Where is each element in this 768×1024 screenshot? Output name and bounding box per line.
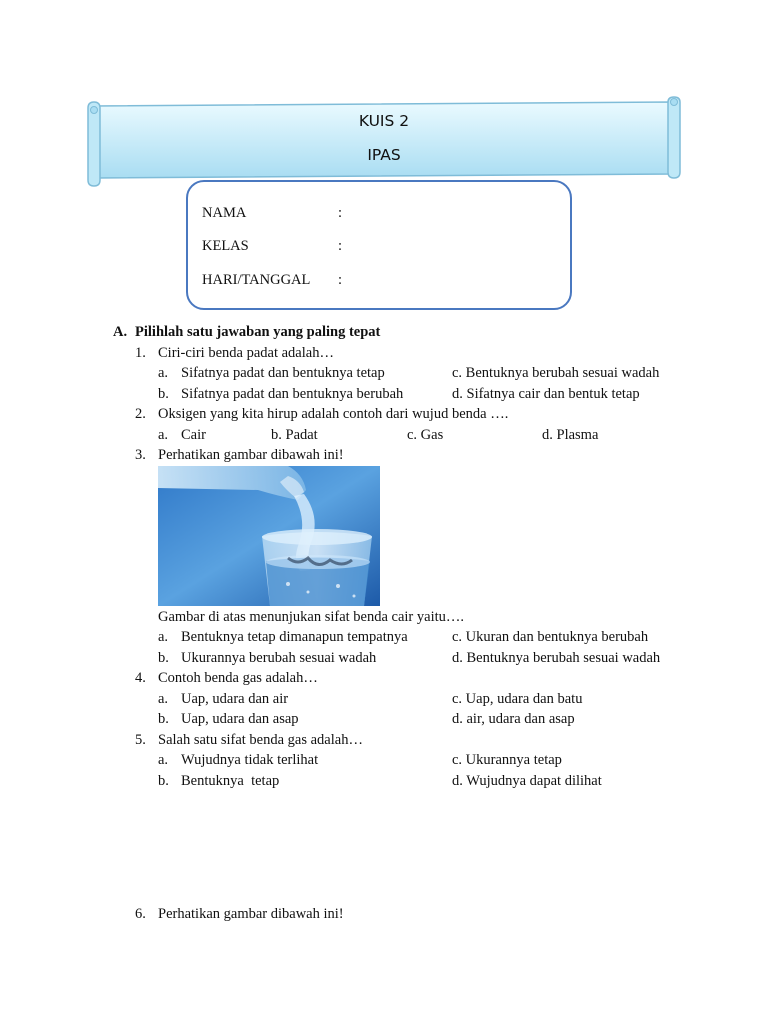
question-text: Perhatikan gambar dibawah ini!	[158, 447, 344, 463]
option-text: d. Wujudnya dapat dilihat	[452, 773, 602, 789]
option-letter: b.	[158, 650, 169, 666]
question-number: 5.	[135, 732, 146, 748]
quiz-title: KUIS 2	[358, 112, 410, 130]
question-text: Contoh benda gas adalah…	[158, 670, 318, 686]
date-label: HARI/TANGGAL	[202, 272, 311, 288]
option-text: b. Padat	[271, 427, 318, 443]
class-label: KELAS	[202, 238, 249, 254]
water-pouring-image	[158, 466, 380, 606]
option-text: Sifatnya padat dan bentuknya tetap	[181, 365, 385, 381]
option-text: d. Bentuknya berubah sesuai wadah	[452, 650, 661, 666]
question-text: Perhatikan gambar dibawah ini!	[158, 906, 344, 922]
option-letter: a.	[158, 365, 169, 381]
image-caption: Gambar di atas menunjukan sifat benda cair yaitu….	[158, 609, 465, 625]
question-number: 6.	[135, 906, 146, 922]
section-title: Pilihlah satu jawaban yang paling tepat	[135, 324, 381, 340]
option-letter: b.	[158, 711, 169, 727]
question-text: Salah satu sifat benda gas adalah…	[158, 732, 363, 748]
option-letter: a.	[158, 752, 169, 768]
option-text: Bentuknya tetap dimanapun tempatnya	[181, 629, 408, 645]
question-number: 2.	[135, 406, 146, 422]
option-letter: a.	[158, 629, 169, 645]
option-text: Sifatnya padat dan bentuknya berubah	[181, 386, 404, 402]
option-text: c. Gas	[407, 427, 444, 443]
question-number: 4.	[135, 670, 146, 686]
option-text: d. air, udara dan asap	[452, 711, 575, 727]
option-letter: a.	[158, 427, 169, 443]
option-text: Cair	[181, 427, 206, 443]
option-text: d. Sifatnya cair dan bentuk tetap	[452, 386, 640, 402]
option-text: Bentuknya tetap	[181, 773, 280, 789]
option-letter: a.	[158, 691, 169, 707]
option-text: Wujudnya tidak terlihat	[181, 752, 319, 768]
option-text: Uap, udara dan air	[181, 691, 289, 707]
option-letter: b.	[158, 773, 169, 789]
option-text: d. Plasma	[542, 427, 599, 443]
option-text: c. Ukurannya tetap	[452, 752, 562, 768]
name-label: NAMA	[202, 205, 247, 221]
option-text: c. Bentuknya berubah sesuai wadah	[452, 365, 660, 381]
question-number: 3.	[135, 447, 146, 463]
scroll-banner-shape	[84, 96, 684, 188]
option-text: Ukurannya berubah sesuai wadah	[181, 650, 377, 666]
date-colon: :	[338, 272, 343, 288]
question-text: Oksigen yang kita hirup adalah contoh dari wujud benda ….	[158, 406, 509, 422]
title-banner	[84, 96, 684, 188]
option-text: Uap, udara dan asap	[181, 711, 299, 727]
option-text: c. Ukuran dan bentuknya berubah	[452, 629, 649, 645]
section-marker: A.	[113, 324, 128, 340]
question-number: 1.	[135, 345, 146, 361]
class-colon: :	[338, 238, 343, 254]
option-text: c. Uap, udara dan batu	[452, 691, 583, 707]
question-text: Ciri-ciri benda padat adalah…	[158, 345, 334, 361]
name-colon: :	[338, 205, 343, 221]
option-letter: b.	[158, 386, 169, 402]
quiz-subject: IPAS	[367, 146, 401, 164]
